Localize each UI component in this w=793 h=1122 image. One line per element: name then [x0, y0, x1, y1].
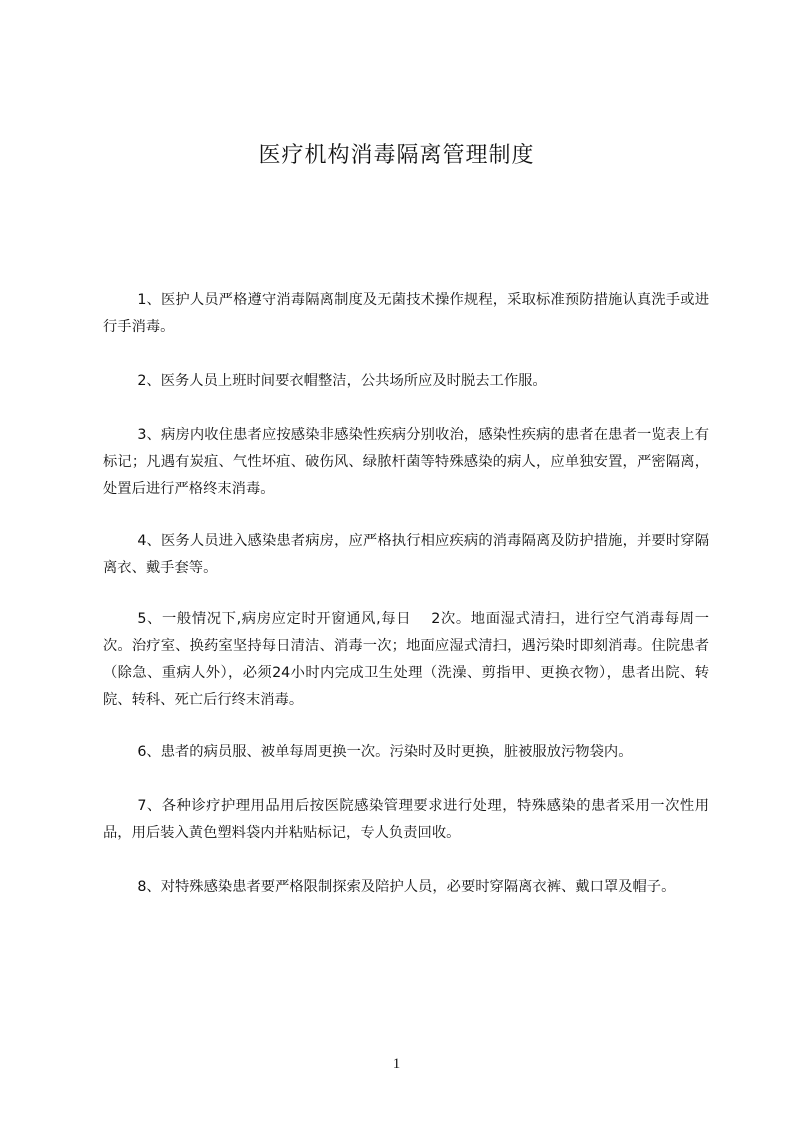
paragraph-6: 6、患者的病员服、被单每周更换一次。污染时及时更换，脏被服放污物袋内。: [137, 744, 633, 760]
paragraph-2: 2、医务人员上班时间要衣帽整洁，公共场所应及时脱去工作服。: [137, 373, 547, 389]
paragraph-5: 5、一般情况下,病房应定时开窗通风,每日 2次。地面湿式清扫，进行空气消毒每周一次。治疗室、换药室坚持每日清洁、消毒一次；地面应湿式清扫，遇污染时即刻消毒。住院患者（除急、重病人外），必须24小时内完成卫生处理（洗澡、剪指甲、更换衣物），患者出院、转院、转科、死亡后行终末消毒。: [103, 611, 709, 708]
page-number: 1: [392, 1056, 401, 1072]
document-title: 医疗机构消毒隔离管理制度: [258, 143, 535, 168]
paragraph-3: 3、病房内收住患者应按感染非感染性疾病分别收治，感染性疾病的患者在患者一览表上有标记；凡遇有炭疽、气性坏疽、破伤风、绿脓杆菌等特殊感染的病人，应单独安置，严密隔离，处置后进行严格终末消毒。: [103, 427, 709, 497]
paragraph-8: 8、对特殊感染患者要严格限制探索及陪护人员，必要时穿隔离衣裤、戴口罩及帽子。: [137, 879, 676, 895]
paragraph-7: 7、各种诊疗护理用品用后按医院感染管理要求进行处理，特殊感染的患者采用一次性用品，用后装入黄色塑料袋内并粘贴标记，专人负责回收。: [103, 798, 709, 841]
paragraph-1: 1、医护人员严格遵守消毒隔离制度及无菌技术操作规程，采取标准预防措施认真洗手或进行手消毒。: [103, 292, 709, 335]
paragraph-4: 4、医务人员进入感染患者病房，应严格执行相应疾病的消毒隔离及防护措施，并要时穿隔离衣、戴手套等。: [103, 533, 709, 576]
